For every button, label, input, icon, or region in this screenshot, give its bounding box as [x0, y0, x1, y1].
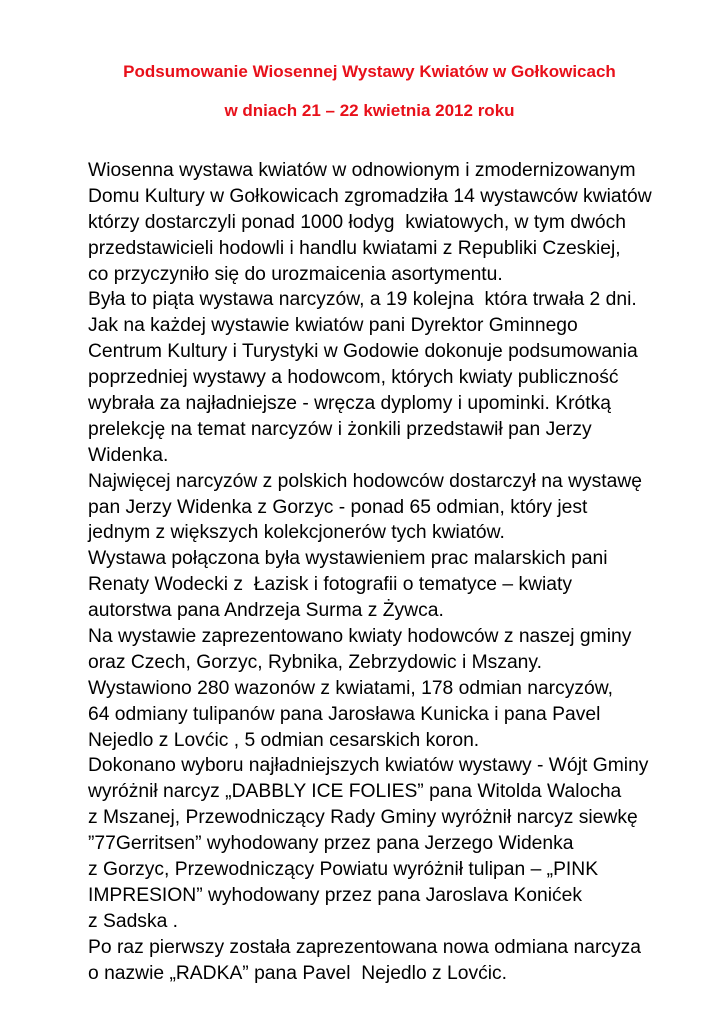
body-line: Jak na każdej wystawie kwiatów pani Dyrektor Gminnego: [88, 315, 578, 337]
body-line: Wiosenna wystawa kwiatów w odnowionym i zmodernizowanym: [88, 160, 636, 181]
body-line: Nejedlo z Lovćic , 5 odmian cesarskich koron.: [88, 729, 480, 751]
body-line: co przyczyniło się do urozmaicenia asortymentu.: [88, 263, 503, 285]
body-line: Wystawa połączona była wystawieniem prac malarskich pani: [88, 548, 608, 570]
body-line: 64 odmiany tulipanów pana Jarosława Kunicka i pana Pavel: [88, 703, 601, 725]
body-line: z Gorzyc, Przewodniczący Powiatu wyróżnił tulipan – „PINK: [88, 859, 599, 881]
body-line: Domu Kultury w Gołkowicach zgromadziła 14 wystawców kwiatów: [88, 185, 652, 207]
body-line: którzy dostarczyli ponad 1000 łodyg kwiatowych, w tym dwóch: [88, 211, 626, 233]
body-line: przedstawicieli hodowli i handlu kwiatami z Republiki Czeskiej,: [88, 237, 621, 259]
body-line: prelekcję na temat narcyzów i żonkili przedstawił pan Jerzy: [88, 418, 592, 440]
body-line: z Mszanej, Przewodniczący Rady Gminy wyróżnił narcyz siewkę: [88, 807, 638, 829]
body-line: ”77Gerritsen” wyhodowany przez pana Jerzego Widenka: [88, 833, 574, 855]
body-line: Wystawiono 280 wazonów z kwiatami, 178 odmian narcyzów,: [88, 677, 613, 699]
body-line: IMPRESION” wyhodowany przez pana Jaroslava Konićek: [88, 884, 583, 906]
body-line: poprzedniej wystawy a hodowcom, których kwiaty publiczność: [88, 367, 619, 389]
body-line: jednym z większych kolekcjonerów tych kwiatów.: [88, 522, 505, 544]
body-line: Dokonano wyboru najładniejszych kwiatów wystawy - Wójt Gminy: [88, 755, 649, 777]
body-line: wyróżnił narcyz „DABBLY ICE FOLIES” pana Witolda Walocha: [88, 781, 622, 803]
body-line: oraz Czech, Gorzyc, Rybnika, Zebrzydowic i Mszany.: [88, 651, 542, 673]
body-line: Była to piąta wystawa narcyzów, a 19 kolejna która trwała 2 dni.: [88, 289, 637, 311]
body-text: [88, 158, 718, 987]
body-line: Po raz pierwszy została zaprezentowana nowa odmiana narcyza: [88, 936, 642, 958]
body-line: autorstwa pana Andrzeja Surma z Żywca.: [88, 600, 444, 622]
body-line: Widenka.: [88, 444, 169, 466]
document-title: Podsumowanie Wiosennej Wystawy Kwiatów w Gołkowicach: [123, 62, 616, 81]
body-line: Najwięcej narcyzów z polskich hodowców dostarczył na wystawę: [88, 470, 643, 492]
body-line: Na wystawie zaprezentowano kwiaty hodowców z naszej gminy: [88, 626, 632, 648]
body-line: o nazwie „RADKA” pana Pavel Nejedlo z Lovćic.: [88, 962, 508, 984]
body-line: z Sadska .: [88, 910, 179, 932]
body-line: Centrum Kultury i Turystyki w Godowie dokonuje podsumowania: [88, 341, 638, 363]
body-line: pan Jerzy Widenka z Gorzyc - ponad 65 odmian, który jest: [88, 496, 588, 518]
body-line: wybrała za najładniejsze - wręcza dyplomy i upominki. Krótką: [88, 393, 611, 415]
document-subtitle-date: w dniach 21 – 22 kwietnia 2012 roku: [224, 101, 515, 120]
body-line: Renaty Wodecki z Łazisk i fotografii o tematyce – kwiaty: [88, 574, 573, 596]
